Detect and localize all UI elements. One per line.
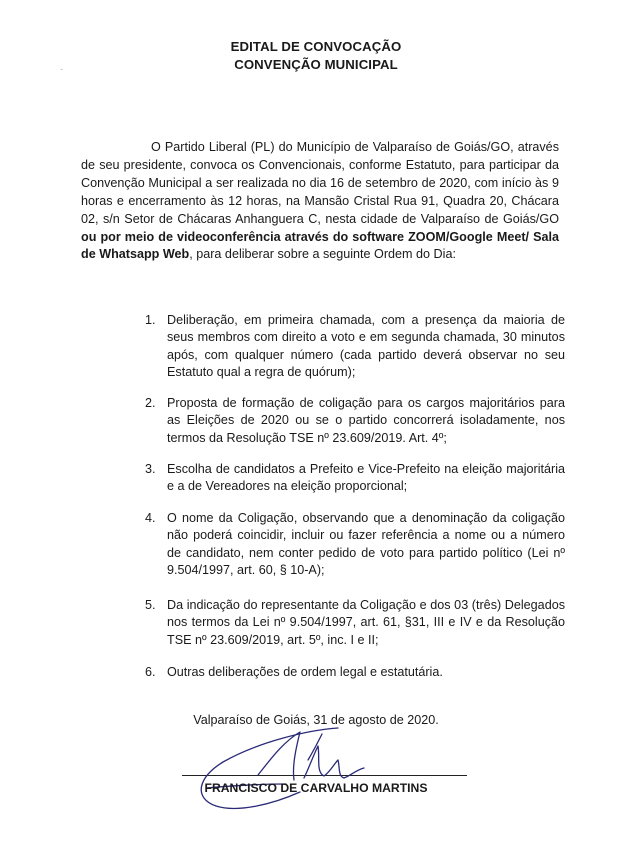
agenda-item-text: Deliberação, em primeira chamada, com a presença da maioria de seus membros com direito a voto e em segunda chamada, 30 minutos após, com qualquer número (cada partido deverá observar no seu Estatuto qual a regra de quórum); [167, 313, 565, 379]
intro-text-part1: O Partido Liberal (PL) do Município de Valparaíso de Goiás/GO, através de seu presidente, convoca os Convencionais, conforme Estatuto, para participar da Convenção Municipal a ser realizada no dia 16 de setembro de 2020, com início às 9 horas e encerramento às 12 horas, na Mansão Cristal Rua 91, Quadra 20, Chácara 02, s/n Setor de Chácaras Anhanguera C, nesta cidade de Valparaíso de Goiás/GO [81, 140, 559, 226]
intro-paragraph [81, 139, 559, 264]
agenda-item-text: Outras deliberações de ordem legal e estatutária. [167, 665, 443, 679]
document-subtitle: CONVENÇÃO MUNICIPAL [234, 57, 398, 72]
signatory-name: FRANCISCO DE CARVALHO MARTINS [204, 781, 428, 795]
agenda-item-number: 6. [145, 665, 156, 679]
place-and-date: Valparaíso de Goiás, 31 de agosto de 2020. [193, 713, 439, 727]
agenda-item-number: 5. [145, 598, 156, 612]
agenda-item-5 [145, 597, 565, 649]
agenda-item-text: Da indicação do representante da Coligação e dos 03 (três) Delegados nos termos da Lei nº 9.504/1997, art. 61, §31, III e IV e da Resolução TSE nº 23.609/2019, art. 5º, inc. I e II; [167, 598, 565, 647]
agenda-item-3 [145, 461, 565, 496]
intro-bold-text: ou por meio de videoconferência através do software ZOOM/Google Meet/ Sala de Whatsapp Web [81, 229, 559, 262]
handwritten-signature [188, 720, 378, 815]
agenda-item-number: 3. [145, 462, 156, 476]
scan-mark: - [60, 64, 63, 74]
agenda-item-text: Escolha de candidatos a Prefeito e Vice-Prefeito na eleição majoritária e a de Vereadores na eleição proporcional; [167, 462, 565, 494]
agenda-item-6 [145, 664, 565, 681]
agenda-item-number: 1. [145, 313, 156, 327]
agenda-item-number: 4. [145, 511, 156, 525]
intro-text-part2: , para deliberar sobre a seguinte Ordem do Dia: [189, 247, 456, 262]
agenda-item-text: Proposta de formação de coligação para os cargos majoritários para as Eleições de 2020 ou se o partido concorrerá isoladamente, nos termos da Resolução TSE nº 23.609/2019. Art. 4º; [167, 396, 565, 445]
agenda-item-1 [145, 312, 565, 381]
agenda-item-text: O nome da Coligação, observando que a denominação da coligação não poderá coincidir, incluir ou fazer referência a nome ou a número de candidato, nem conter pedido de voto para partido político (Lei nº 9.504/1997, art. 60, § 10-A); [167, 511, 565, 577]
agenda-item-4 [145, 510, 565, 579]
agenda-item-2 [145, 395, 565, 447]
agenda-item-number: 2. [145, 396, 156, 410]
document-title: EDITAL DE CONVOCAÇÃO [230, 39, 402, 54]
